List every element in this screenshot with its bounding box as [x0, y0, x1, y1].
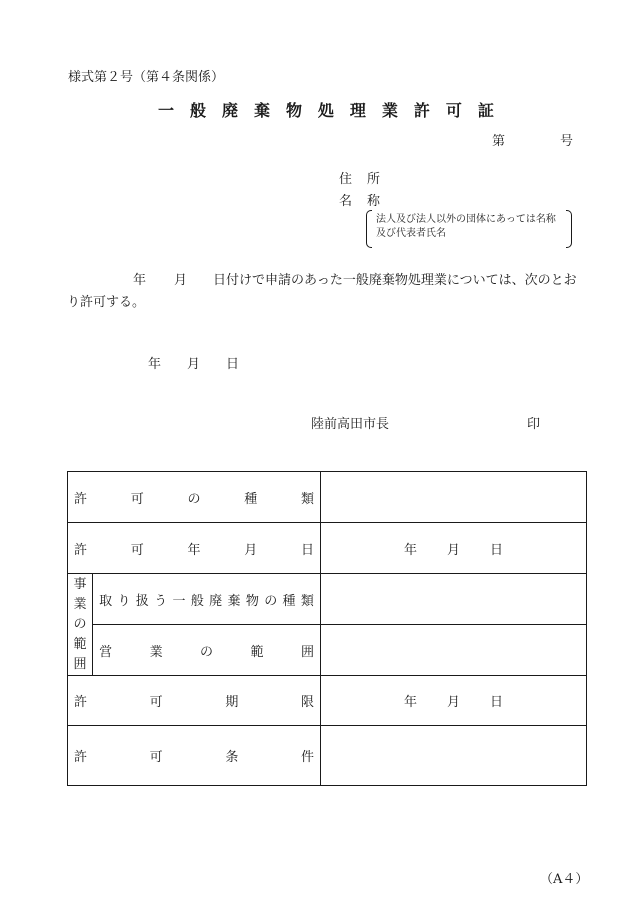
- representative-note: [366, 210, 572, 246]
- business-area-value: [321, 625, 587, 676]
- row-permit-type: [68, 472, 587, 523]
- waste-type-label: 取 り 扱 う 一 般 廃 棄 物 の 種 類: [99, 593, 314, 609]
- permit-date-year: 年: [403, 542, 417, 558]
- business-scope-label: 事 業 の 範 囲: [68, 574, 93, 676]
- permit-number-prefix: 第: [492, 134, 506, 149]
- issue-day: 日: [226, 357, 240, 372]
- issue-month: 月: [187, 357, 201, 372]
- period-month: 月: [446, 695, 460, 710]
- permit-details-table: [67, 471, 587, 786]
- permit-conditions-value: [321, 726, 587, 786]
- note-text: [376, 213, 556, 241]
- permit-date-label: 許 可 年 月 日: [74, 542, 314, 558]
- period-year: 年: [403, 695, 417, 710]
- name-label: 名 称: [339, 194, 380, 209]
- waste-type-value: [321, 574, 587, 625]
- issuer-title: 陸前高田市長: [311, 417, 390, 432]
- permit-period-value: [321, 676, 587, 726]
- permit-statement: [67, 270, 587, 314]
- paper-size-label: （A４）: [540, 872, 589, 887]
- row-business-area: [68, 625, 587, 676]
- issue-year: 年: [148, 357, 162, 372]
- permit-type-label: 許 可 の 種 類: [74, 491, 314, 507]
- row-permit-date: [68, 523, 587, 574]
- permit-conditions-label: 許 可 条 件: [74, 750, 314, 765]
- permit-date-day: 日: [490, 542, 504, 558]
- permit-period-label: 許 可 期 限: [74, 695, 314, 710]
- seal-mark: 印: [527, 417, 541, 432]
- permit-number-suffix: 号: [560, 134, 574, 149]
- statement-year: 年: [133, 273, 147, 288]
- document-title: 一 般 廃 棄 物 処 理 業 許 可 証: [158, 101, 494, 120]
- address-label: 住 所: [339, 172, 380, 187]
- statement-month: 月: [174, 273, 188, 288]
- form-number-label: 様式第２号（第４条関係）: [68, 70, 225, 85]
- note-bracket-left: [366, 210, 372, 248]
- row-permit-period: [68, 676, 587, 726]
- permit-date-month: 月: [446, 542, 460, 558]
- note-bracket-right: [566, 210, 572, 248]
- row-permit-conditions: [68, 726, 587, 786]
- statement-text: 日付けで申請のあった一般廃棄物処理業については、次のとおり許可する。: [67, 273, 577, 310]
- period-day: 日: [490, 695, 504, 710]
- note-line-2: 及び代表者氏名: [376, 228, 446, 239]
- permit-type-value: [321, 472, 587, 523]
- note-line-1: 法人及び法人以外の団体にあっては名称: [376, 214, 556, 225]
- issue-date: [148, 353, 239, 372]
- business-area-label: 営 業 の 範 囲: [99, 644, 314, 660]
- row-waste-type: [68, 574, 587, 625]
- permit-date-value: [321, 523, 587, 574]
